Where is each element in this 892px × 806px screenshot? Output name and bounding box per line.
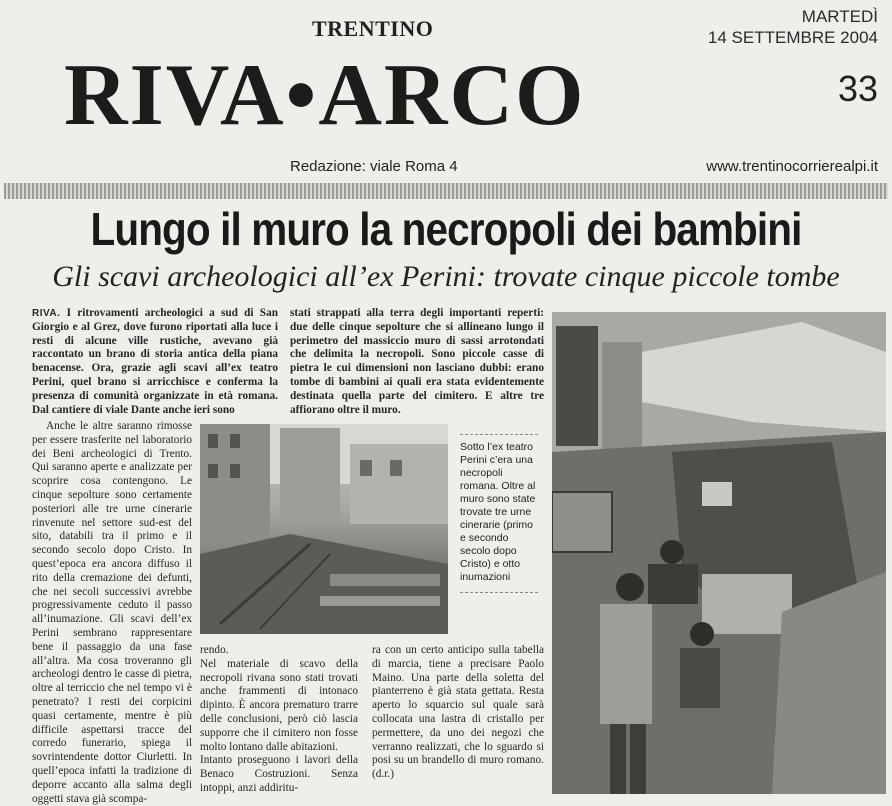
photo-caption bbox=[460, 442, 538, 593]
lead-text-left: I ritrovamenti archeologici a sud di San Giorgio e al Grez, dove furono riportati alla luce i resti di alcune ville rustiche, avevano già raccontato un brano di storia antica della piana benacense. Ora, grazie agli scavi all’ex teatro Perini, quel brano si arricchisce e conferma la presenza di comunità organizzate in età romana. Dal cantiere di viale Dante anche ieri sono bbox=[32, 307, 278, 416]
masthead-divider bbox=[4, 183, 888, 199]
excavation-workers-photo bbox=[552, 312, 886, 794]
website-link[interactable]: www.trentinocorrierealpi.it bbox=[706, 158, 878, 175]
lead-paragraph-left bbox=[32, 307, 278, 417]
page-number: 33 bbox=[837, 68, 878, 109]
caption-divider-bottom bbox=[460, 592, 538, 593]
issue-day: MARTEDÌ bbox=[801, 7, 878, 26]
excavation-site-photo bbox=[200, 424, 448, 634]
caption-text: Sotto l’ex teatro Perini c’era una necropoli romana. Oltre al muro sono state trovate tre urne cinerarie (primo e secondo secolo dopo Cristo) e otto inumazioni bbox=[460, 441, 536, 583]
body-column-1: Anche le altre saranno rimosse per essere trasferite nel laboratorio dei Beni archeologici di Trento. Qui saranno aperte e analizzate per scoprire cosa contengono. Le cinque sepolture sono certamente posteriori alle tre urne cinerarie rinvenute nel settore sud-est del sito, databili tra il primo e il secondo secolo dopo Cristo. In quest’epoca era ancora diffuso il rito della cremazione dei defunti, che nei secoli successivi avrebbe progressivamente ceduto il passo all’inumazione. Gli scavi dell’ex Perini sembrano rappresentare bene il passaggio da una fase all’altra. Ma cosa troveranno gli archeologi dentro le casse di pietra, oltre al terriccio che nel tempo vi è penetrato? I resti dei corpicini quasi certamente, mentre è più difficile aspettarsi tracce del corredo funerario, spiega il sovrintendente dottor Ciurletti. In quell’epoca infatti la tradizione di deporre accanto alla salma degli oggetti stava già scompa- bbox=[32, 420, 192, 805]
body-column-2: rendo. Nel materiale di scavo della necropoli rivana sono stati trovati anche frammenti di intonaco dipinto. È ancora prematuro trarre delle conclusioni, però ciò lascia supporre che il cimitero non fosse molto lontano dalle abitazioni. Intanto proseguono i lavori della Benaco Costruzioni. Senza intoppi, anzi addiritu- bbox=[200, 644, 358, 794]
section-title: RIVA•ARCO bbox=[64, 47, 586, 144]
photo-large-drawing bbox=[552, 312, 886, 794]
issue-date bbox=[708, 6, 878, 48]
article-headline: Lungo il muro la necropoli dei bambini bbox=[90, 203, 802, 255]
issue-date-text: 14 SETTEMBRE 2004 bbox=[707, 28, 878, 47]
caption-divider-top bbox=[460, 434, 538, 435]
body-column-3: ra con un certo anticipo sulla tabella di marcia, tiene a precisare Paolo Maino. Una parte della soletta del pianterreno è già stata gettata. Resta aperto lo squarcio sul quale sarà collocata una lastra di cristallo per permettere, da uno dei negozi che verranno realizzati, che lo sguardo si posi su un brandello di muro romano. (d.r.) bbox=[372, 644, 544, 781]
dateline: RIVA. bbox=[32, 308, 61, 319]
newspaper-brand: TRENTINO bbox=[312, 16, 434, 41]
editorial-address: Redazione: viale Roma 4 bbox=[290, 158, 458, 175]
article-subhead: Gli scavi archeologici all’ex Perini: trovate cinque piccole tombe bbox=[52, 260, 840, 293]
lead-paragraph-right: stati strappati alla terra degli importanti reperti: due delle cinque sepolture che si allineano lungo il perimetro del massiccio muro di sassi arrotondati che delimita la necropoli. Sono piccole casse di pietra le cui dimensioni non lasciano dubbi: erano tombe di bambini ai quali era stata evidentemente destinata quella parte del cimitero. E altre tre affiorano oltre il muro. bbox=[290, 307, 544, 416]
photo-small-drawing bbox=[200, 424, 448, 634]
